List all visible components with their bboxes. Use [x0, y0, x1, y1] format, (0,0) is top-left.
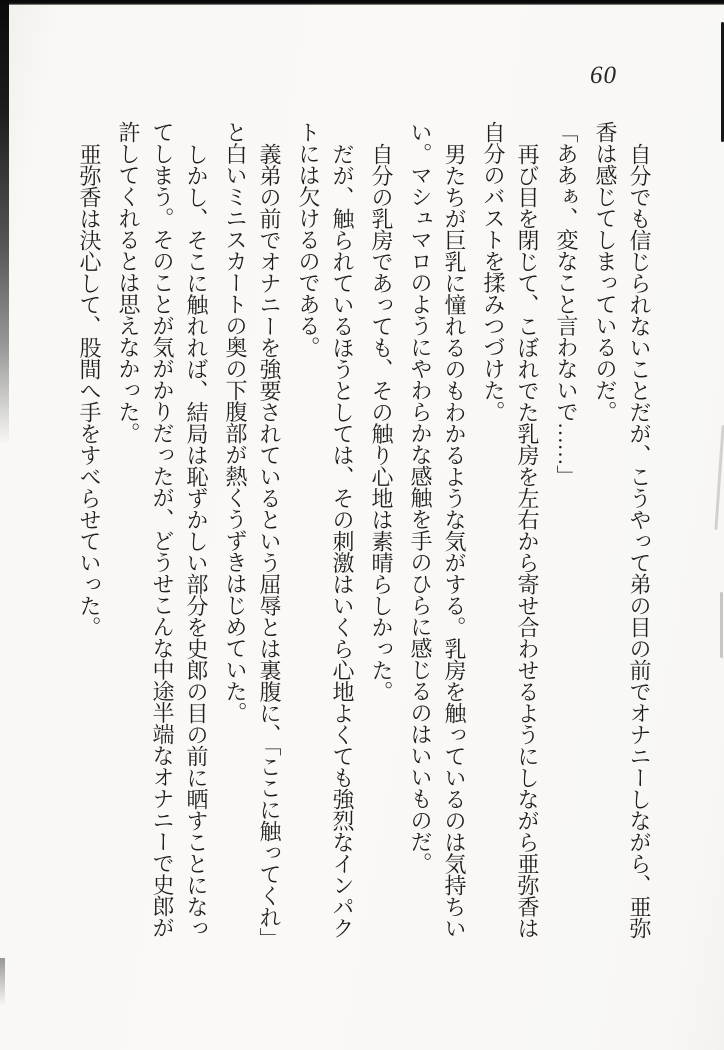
text-column: 男たちが巨乳に憧れるのもわかるような気がする。乳房を触っているのは気持ちい	[442, 143, 467, 939]
text-column: 自分のバストを揉みつづけた。	[481, 121, 506, 422]
text-column: 「ああぁ、変なこと言わないで……」	[554, 121, 579, 487]
text-column: 自分でも信じられないことだが、こうやって弟の目の前でオナニーしながら、亜弥	[627, 143, 652, 939]
text-column: だが、触られているほうとしては、その刺激はいくら心地よくても強烈なインパク	[330, 143, 355, 939]
paragraph-8	[111, 121, 213, 967]
paragraph-5	[364, 121, 398, 967]
scan-smudge-left-bottom	[0, 958, 5, 1006]
paragraph-9	[72, 121, 106, 967]
paragraph-7	[218, 121, 286, 967]
paragraph-2-dialogue	[549, 121, 583, 967]
page-number: 60	[590, 62, 617, 89]
text-column: 再び目を閉じて、こぼれでた乳房を左右から寄せ合わせるようにしながら亜弥香は	[515, 143, 540, 939]
text-column: 香は感じてしまっているのだ。	[593, 121, 618, 422]
scan-smudge-right-lower	[720, 592, 723, 658]
paragraph-3	[476, 121, 544, 967]
text-column: トには欠けるのである。	[296, 121, 321, 358]
scan-edge-top	[0, 0, 724, 5]
text-column: 亜弥香は決心して、股間へ手をすべらせていった。	[77, 143, 102, 638]
text-column: てしまう。そのことが気がかりだったが、どうせこんな中途半端なオナニーで史郎が	[150, 121, 175, 938]
paragraph-4	[403, 121, 471, 967]
text-column: 許してくれるとは思えなかった。	[116, 121, 141, 444]
text-column: い。マシュマロのようにやわらかな感触を手のひらに感じるのはいいものだ。	[408, 121, 433, 874]
scan-edge-left-gutter	[0, 0, 9, 445]
scan-smudge-right-middle	[714, 425, 724, 530]
text-column: 自分の乳房であっても、その触り心地は素晴らしかった。	[369, 143, 394, 702]
text-column: と白いミニスカートの奥の下腹部が熱くうずきはじめていた。	[223, 121, 248, 723]
paragraph-6	[291, 121, 359, 967]
text-column: しかし、そこに触れれば、結局は恥ずかしい部分を史郎の目の前に晒すことになっ	[184, 143, 209, 939]
text-column: 義弟の前でオナニーを強要されているという屈辱とは裏腹に、「ここに触ってくれ」	[257, 143, 282, 949]
paragraph-1	[588, 121, 656, 967]
body-text	[72, 121, 656, 967]
